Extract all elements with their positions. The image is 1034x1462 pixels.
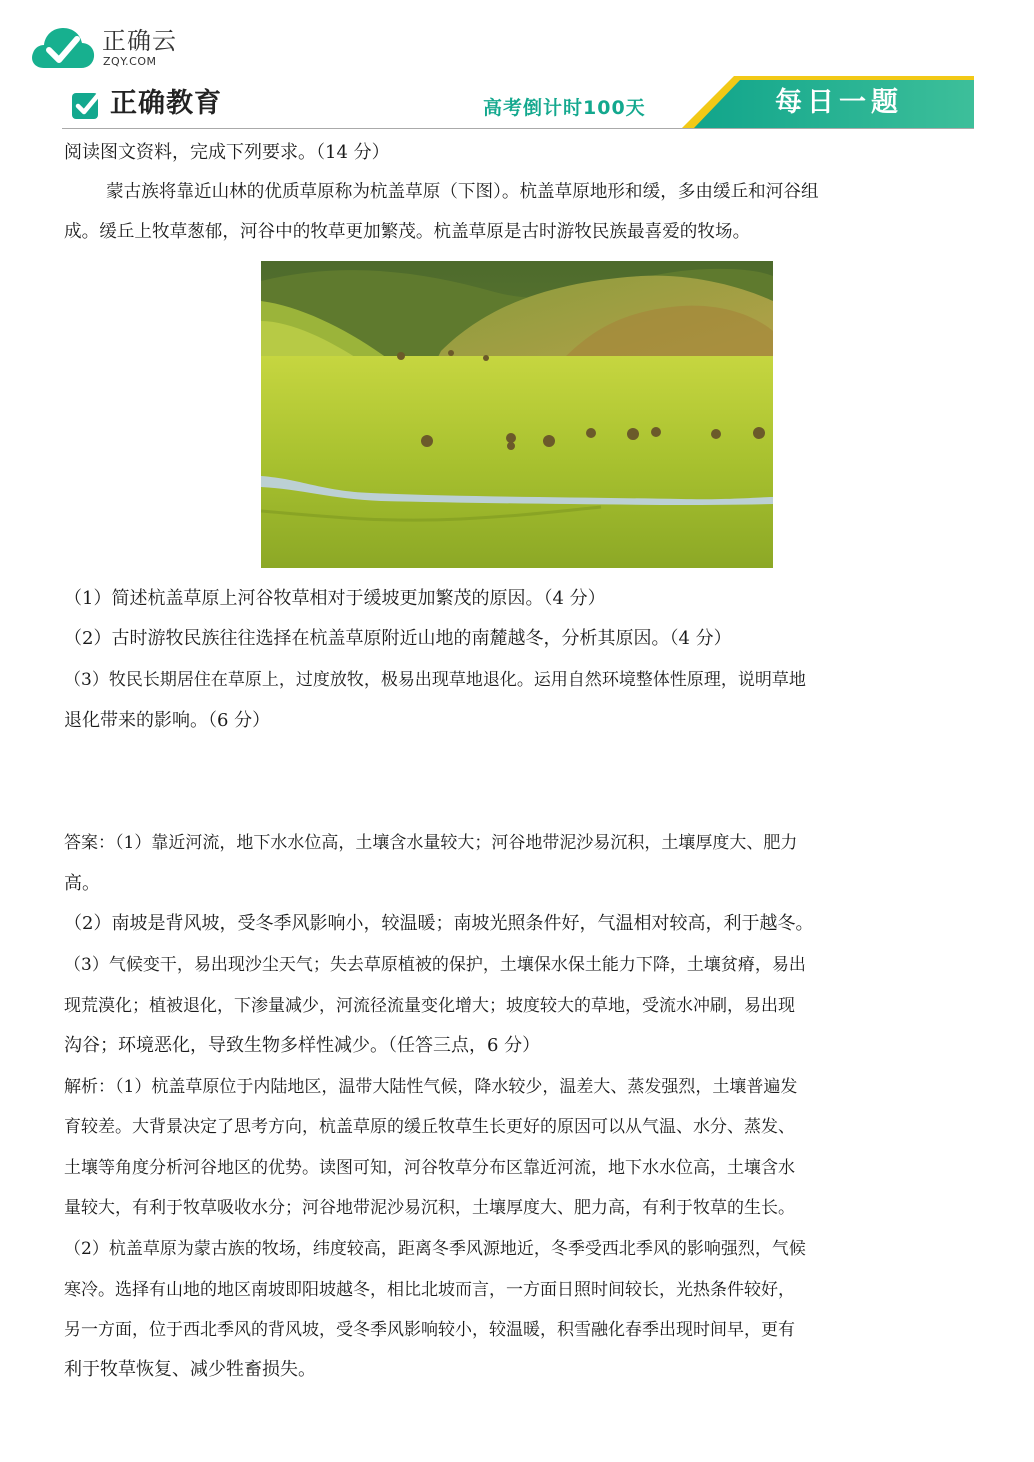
analysis-line: 量较大，有利于牧草吸收水分；河谷地带泥沙易沉积，土壤厚度大、肥力高，有利于牧草的生长。 [64,1198,795,1218]
analysis-line: 解析：（1）杭盖草原位于内陆地区，温带大陆性气候，降水较少，温差大、蒸发强烈，土壤普遍发 [64,1077,798,1097]
header-divider [62,128,974,129]
analysis-line: 利于牧草恢复、减少牲畜损失。 [64,1359,316,1380]
daily-question-label: 每日一题 [775,87,903,118]
countdown-label: 高考倒计时100天 [483,97,646,119]
answer-line: 答案：（1）靠近河流，地下水水位高，土壤含水量较大；河谷地带泥沙易沉积，土壤厚度大、肥力 [64,833,798,853]
analysis-line: （2）杭盖草原为蒙古族的牧场，纬度较高，距离冬季风源地近，冬季受西北季风的影响强烈，气候 [64,1239,806,1259]
question-2: （2）古时游牧民族往往选择在杭盖草原附近山地的南麓越冬，分析其原因。（4 分） [64,628,732,649]
brand-name: 正确云 [102,27,177,55]
answer-line: 沟谷；环境恶化，导致生物多样性减少。（任答三点，6 分） [64,1035,541,1056]
zqy-cloud-logo-icon [30,22,96,72]
analysis-line: 育较差。大背景决定了思考方向，杭盖草原的缓丘牧草生长更好的原因可以从气温、水分、蒸发、 [64,1117,795,1137]
grassland-photo [261,261,773,568]
answer-line: （2）南坡是背风坡，受冬季风影响小，较温暖；南坡光照条件好，气温相对较高，利于越冬。 [64,913,814,934]
analysis-line: 另一方面，位于西北季风的背风坡，受冬季风影响较小，较温暖，积雪融化春季出现时间早，更有 [64,1320,795,1340]
analysis-line: 土壤等角度分析河谷地区的优势。读图可知，河谷牧草分布区靠近河流，地下水水位高，土壤含水 [64,1158,795,1178]
question-3-cont: 退化带来的影响。（6 分） [64,710,271,731]
analysis-line: 寒冷。选择有山地的地区南坡即阳坡越冬，相比北坡而言，一方面日照时间较长，光热条件较好， [64,1280,795,1300]
answer-line: 现荒漠化；植被退化，下渗量减少，河流径流量变化增大；坡度较大的草地，受流水冲刷，易出现 [64,996,795,1016]
question-1: （1）简述杭盖草原上河谷牧草相对于缓坡更加繁茂的原因。（4 分） [64,588,606,609]
brand-domain: ZQY.COM [103,55,157,68]
material-line: 成。缓丘上牧草葱郁，河谷中的牧草更加繁茂。杭盖草原是古时游牧民族最喜爱的牧场。 [64,222,751,242]
intro-text: 阅读图文资料，完成下列要求。（14 分） [64,142,390,163]
answer-line: 高。 [64,873,100,894]
question-3: （3）牧民长期居住在草原上，过度放牧，极易出现草地退化。运用自然环境整体性原理，说明草地 [64,670,806,690]
material-line: 蒙古族将靠近山林的优质草原称为杭盖草原（下图）。杭盖草原地形和缓，多由缓丘和河谷组 [106,182,819,202]
answer-line: （3）气候变干，易出现沙尘天气；失去草原植被的保护，土壤保水保土能力下降，土壤贫瘠，易出 [64,955,806,975]
check-badge-icon [70,89,102,121]
banner-title: 正确教育 [110,88,222,119]
